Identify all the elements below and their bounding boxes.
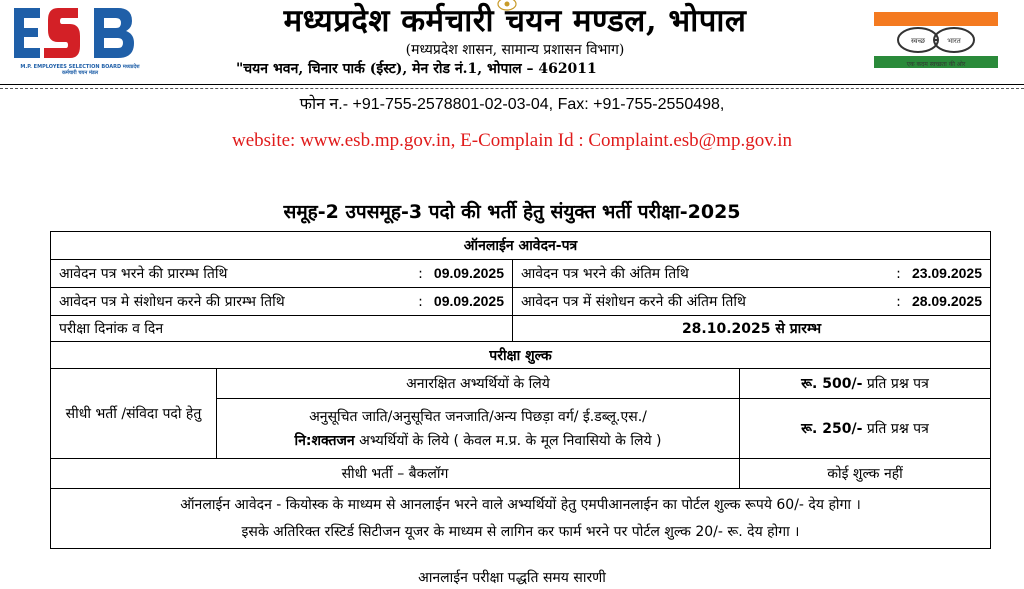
section-heading-online-form: ऑनलाईन आवेदन-पत्र (51, 232, 991, 260)
app-start-cell (51, 260, 513, 288)
reserved-label-bold: नि:शक्तजन (294, 432, 355, 449)
fee-250-cell (740, 399, 991, 459)
reserved-label-cell (217, 399, 740, 459)
org-address: "चयन भवन, चिनार पार्क (ईस्ट), मेन रोड नं.1, भोपाल – 462011 (236, 61, 597, 77)
org-title: मध्यप्रदेश कर्मचारी चयन मण्डल, भोपाल (283, 3, 747, 39)
swachh-caption: एक कदम स्वच्छता की ओर (906, 61, 966, 68)
colon: : (418, 294, 423, 310)
recruitment-type-cell: सीधी भर्ती /संविदा पदो हेतु (51, 369, 217, 459)
portal-fee-line2: इसके अतिरिक्त रस्टिर्ड सिटीजन यूजर के माध्यम से लागिन कर फार्म भरने पर पोर्टल शुल्क 20/- रू. देय होगा । (241, 523, 800, 540)
backlog-fee: कोई शुल्क नहीं (740, 459, 991, 489)
edit-end-label: आवेदन पत्र में संशोधन करने की अंतिम तिथि (521, 294, 746, 310)
fee-250-suffix: प्रति प्रश्न पत्र (866, 421, 929, 437)
edit-start-date: 09.09.2025 (433, 293, 504, 309)
contact-website-email[interactable]: website: www.esb.mp.gov.in, E-Complain Id : Complaint.esb@mp.gov.in (232, 130, 792, 151)
exam-date-value: 28.10.2025 से प्रारम्भ (513, 316, 991, 342)
colon: : (896, 266, 901, 282)
backlog-label: सीधी भर्ती – बैकलॉग (51, 459, 740, 489)
edit-end-cell (513, 288, 991, 316)
fee-500-cell (740, 369, 991, 399)
colon: : (896, 294, 901, 310)
notice-title: समूह-2 उपसमूह-3 पदो की भर्ती हेतु संयुक्त भर्ती परीक्षा-2025 (283, 201, 741, 223)
reserved-label-line2: अभ्यर्थियों के लिये ( केवल म.प्र. के मूल निवासियो के लिये ) (359, 432, 662, 449)
org-subtitle: (मध्यप्रदेश शासन, सामान्य प्रशासन विभाग) (405, 42, 625, 58)
unreserved-label: अनारक्षित अभ्यर्थियों के लिये (217, 369, 740, 399)
app-end-date: 23.09.2025 (911, 265, 983, 281)
swachh-left-text: स्वच्छ (910, 37, 926, 45)
exam-date-label: परीक्षा दिनांक व दिन (51, 316, 513, 342)
section-heading-exam-fee: परीक्षा शुल्क (51, 342, 991, 369)
app-start-label: आवेदन पत्र भरने की प्रारम्भ तिथि (59, 266, 228, 282)
header-divider-dashed (0, 88, 1024, 89)
colon: : (418, 266, 423, 282)
fee-250-amount: रू. 250/- (801, 421, 863, 437)
online-exam-schedule-heading: आनलाईन परीक्षा पद्धति समय सारणी (418, 570, 606, 586)
fee-500-suffix: प्रति प्रश्न पत्र (866, 376, 929, 392)
app-start-date: 09.09.2025 (433, 265, 504, 281)
edit-start-label: आवेदन पत्र मे संशोधन करने की प्रारम्भ तिथि (59, 294, 285, 310)
contact-phone-fax: फोन न.- +91-755-2578801-02-03-04, Fax: +91-755-2550498, (299, 96, 725, 113)
logo-subtitle: M.P. EMPLOYEES SELECTION BOARD मध्यप्रदेश कर्मचारी चयन मंडल (20, 64, 140, 76)
header-divider (0, 84, 1024, 85)
reserved-label-line1: अनुसूचित जाति/अनुसूचित जनजाति/अन्य पिछड़ा वर्ग/ ई.डब्लू.एस./ (309, 408, 647, 425)
portal-fee-line1: ऑनलाईन आवेदन - कियोस्क के माध्यम से आनलाईन भरने वाले अभ्यर्थियों हेतु एमपीआनलाईन का पोर्टल शुल्क रूपये 60/- देय होगा । (180, 496, 861, 513)
swachh-right-text: भारत (947, 37, 961, 45)
edit-end-date: 28.09.2025 (911, 293, 983, 309)
edit-start-cell (51, 288, 513, 316)
portal-fee-note (51, 489, 991, 549)
fee-500-amount: रू. 500/- (801, 376, 863, 392)
schedule-table (50, 231, 991, 549)
app-end-label: आवेदन पत्र भरने की अंतिम तिथि (521, 266, 689, 282)
app-end-cell (513, 260, 991, 288)
